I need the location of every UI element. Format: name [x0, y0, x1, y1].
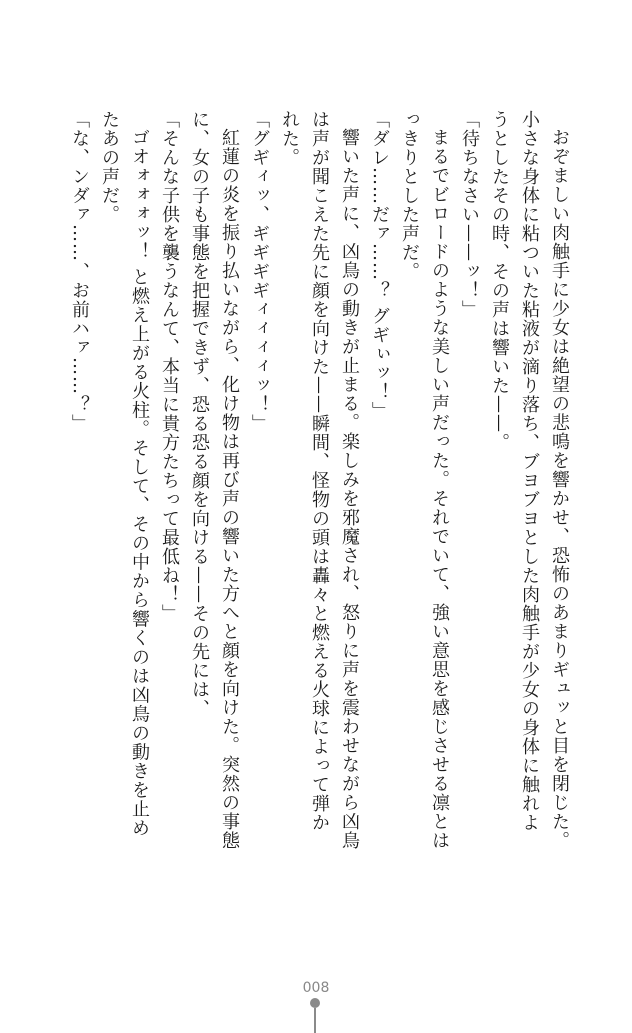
marker-line — [314, 1008, 316, 1033]
paragraph: まるでビロードのような美しい声だった。それでいて、強い意思を感じさせる凛とはっきりとした声だ。 — [399, 110, 450, 850]
paragraph: おぞましい肉触手に少女は絶望の悲鳴を響かせ、恐怖のあまりギュッと目を閉じた。小さな身体に粘ついた粘液が滴り落ち、ブヨブヨとした肉触手が少女の身体に触れようとしたその時、その声は響いた——。 — [489, 110, 570, 850]
dialogue-line: 「そんな子供を襲うなんて、本当に貴方たちって最低ね！」 — [159, 110, 180, 623]
dialogue-line: 「ダレ……だァ……？ グギぃッ！」 — [369, 110, 390, 421]
paragraph: 紅蓮の炎を振り払いながら、化け物は再び声の響いた方へと顔を向けた。突然の事態に、女の子も事態を把握できず、恐る恐る顔を向ける——その先には、 — [189, 110, 240, 850]
page-marker-icon — [310, 998, 320, 1033]
paragraph: ゴオォォォッ！ と燃え上がる火柱。そして、その中から響くのは凶鳥の動きを止めたあの声だ。 — [99, 110, 150, 838]
dialogue-line: 「待ちなさい——ッ！」 — [459, 110, 480, 319]
marker-dot — [310, 998, 320, 1008]
page-number: 008 — [302, 980, 330, 996]
body-text — [64, 110, 574, 850]
paragraph: 響いた声に、凶鳥の動きが止まる。楽しみを邪魔され、怒りに声を震わせながら凶鳥は声が聞こえた先に顔を向けた——瞬間、怪物の頭は轟々と燃える火球によって弾かれた。 — [279, 110, 360, 850]
dialogue-line: 「な、ンダァ……、お前ハァ……？」 — [69, 110, 90, 433]
dialogue-line: 「グギィッ、ギギギギィィィィッ！」 — [249, 110, 270, 433]
